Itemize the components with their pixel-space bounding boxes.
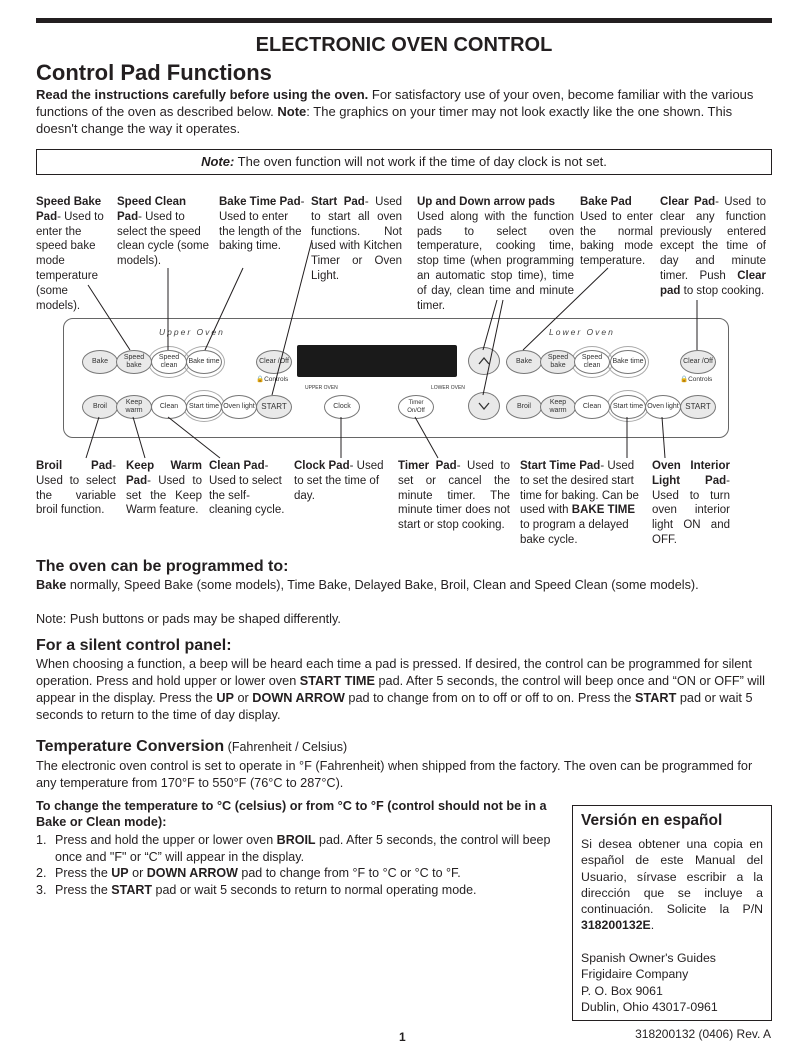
desc-up-down-arrows: Up and Down arrow pads Used along with the function pads to select oven temperature, cooking time, stop time (when programming an automatic stop time), time of day, clean time and minute timer. (417, 196, 574, 312)
temperature-heading: Temperature Conversion (Fahrenheit / Celsius) (36, 738, 348, 755)
upper-oven-label: Upper Oven (159, 327, 225, 337)
desc-broil: Broil Pad- Used to select the variable broil function. (36, 460, 116, 517)
keep-warm-button-upper[interactable]: Keep warm (116, 395, 152, 419)
timer-button[interactable]: Timer On/Off (398, 395, 434, 419)
silent-heading: For a silent control panel: (36, 637, 232, 654)
leader-clean (168, 417, 220, 458)
document-title: ELECTRONIC OVEN CONTROL (255, 34, 553, 56)
programmed-heading: The oven can be programmed to: (36, 558, 289, 575)
leader-keep-warm (133, 417, 145, 458)
desc-clock: Clock Pad- Used to set the time of day. (294, 460, 384, 502)
document-number: 318200132 (0406) Rev. A (635, 1027, 771, 1041)
desc-bake: Bake Pad Used to enter the normal baking mode temperature. (580, 196, 653, 268)
clear-off-button-upper[interactable]: Clear /Off (256, 350, 292, 374)
desc-timer: Timer Pad- Used to set or cancel the minute timer. The minute timer does not start or stop cooking. (398, 460, 510, 532)
desc-oven-light: Oven Interior Light Pad- Used to turn oven interior light ON and OFF. (652, 460, 730, 546)
spanish-address: Spanish Owner's Guides Frigidaire Company P. O. Box 9061 Dublin, Ohio 43017-0961 (581, 951, 718, 1014)
section-title: Control Pad Functions (36, 60, 272, 85)
desc-keep-warm: Keep Warm Pad- Used to set the Keep Warm feature. (126, 460, 202, 517)
start-time-button-upper[interactable]: Start time (186, 395, 222, 419)
start-button-upper[interactable]: START (256, 395, 292, 419)
step-1: 1. Press and hold the upper or lower oven BROIL pad. After 5 seconds, the control will beep once and "F" or “C” will appear in the display. (36, 833, 551, 864)
step-3: 3. Press the START pad or wait 5 seconds to return to normal operating mode. (36, 882, 477, 897)
leader-start (272, 240, 312, 395)
oven-light-button-upper[interactable]: Oven light (221, 395, 257, 419)
lower-oven-label: Lower Oven (549, 327, 615, 337)
leader-bake (523, 268, 608, 350)
desc-start-time: Start Time Pad- Used to set the desired start time for baking. Can be used with BAKE TIME to program a delayed bake cycle. (520, 460, 639, 546)
controls-lock-upper: 🔒Controls (256, 376, 289, 383)
bake-button-upper[interactable]: Bake (82, 350, 118, 374)
spanish-body: Si desea obtener una copia en español de este Manual del Usuario, sírvase escribir a la dirección que se incluye a continuación. Solicite la P/N 318200132E. (581, 837, 763, 933)
leader-oven-light (662, 417, 665, 458)
notice-box: Note: The oven function will not work if the time of day clock is not set. (36, 149, 772, 175)
page-number: 1 (399, 1030, 406, 1044)
desc-clean: Clean Pad- Used to select the self-cleaning cycle. (209, 460, 285, 517)
bake-time-button-lower[interactable]: Bake time (610, 350, 646, 374)
desc-start: Start Pad- Used to start all oven functions. Not used with Kitchen Timer or Oven Light. (311, 196, 402, 282)
leader-timer (415, 417, 438, 458)
speed-clean-button-upper[interactable]: Speed clean (151, 350, 187, 374)
broil-button-lower[interactable]: Broil (506, 395, 542, 419)
lower-display-label: LOWER OVEN (431, 385, 465, 391)
desc-speed-bake: Speed Bake Pad- Used to enter the speed bake mode temperature (some models). (36, 196, 104, 312)
leader-speed-bake (88, 285, 130, 350)
temperature-steps (36, 832, 561, 898)
silent-text: When choosing a function, a beep will be heard each time a pad is pressed. If desired, the control can be programmed for silent operation. Press and hold upper or lower oven START TIME pad. After 5 seconds, the control will beep once and “ON or OFF” will appear in the display. Press the UP or DOWN ARROW pad to change from on to off or off to on. Press the START pad or wait 5 seconds to return to the time of day display. (36, 657, 765, 722)
start-time-button-lower[interactable]: Start time (610, 395, 646, 419)
oven-light-button-lower[interactable]: Oven light (645, 395, 681, 419)
bake-time-button-upper[interactable]: Bake time (186, 350, 222, 374)
leader-arrow-up (483, 300, 497, 350)
broil-button-upper[interactable]: Broil (82, 395, 118, 419)
leader-broil (86, 417, 99, 458)
speed-bake-button-upper[interactable]: Speed bake (116, 350, 152, 374)
keep-warm-button-lower[interactable]: Keep warm (540, 395, 576, 419)
bake-button-lower[interactable]: Bake (506, 350, 542, 374)
start-button-lower[interactable]: START (680, 395, 716, 419)
desc-speed-clean: Speed Clean Pad- Used to select the speed clean cycle (some models). (117, 196, 210, 268)
programmed-text: Bake normally, Speed Bake (some models), Time Bake, Delayed Bake, Broil, Clean and Speed Clean (some models). (36, 578, 699, 592)
spanish-version-box (572, 805, 772, 1021)
leader-bake-time (205, 268, 243, 350)
intro-paragraph: Read the instructions carefully before using the oven. For satisfactory use of your oven, become familiar with the various functions of the oven as described below. Note: The graphics on your timer may not look exactly like the one shown. This doesn't change the way it operates. (36, 87, 754, 136)
clear-off-button-lower[interactable]: Clear /Off (680, 350, 716, 374)
leader-lines (0, 0, 808, 470)
desc-clear: Clear Pad- Used to clear any function previously entered except the time of day and minute timer. Push Clear pad to stop cooking. (660, 196, 766, 297)
controls-lock-lower: 🔒Controls (680, 376, 713, 383)
temperature-subheading: To change the temperature to °C (celsius) or from °C to °F (control should not be in a Bake or Clean mode): (36, 799, 547, 829)
upper-display-label: UPPER OVEN (305, 385, 338, 391)
clock-button[interactable]: Clock (324, 395, 360, 419)
clean-button-upper[interactable]: Clean (151, 395, 187, 419)
step-2: 2. Press the UP or DOWN ARROW pad to change from °F to °C or °C to °F. (36, 866, 461, 880)
pads-note: Note: Push buttons or pads may be shaped differently. (36, 612, 341, 626)
speed-bake-button-lower[interactable]: Speed bake (540, 350, 576, 374)
speed-clean-button-lower[interactable]: Speed clean (574, 350, 610, 374)
clean-button-lower[interactable]: Clean (574, 395, 610, 419)
temperature-text: The electronic oven control is set to operate in °F (Fahrenheit) when shipped from the factory. The oven can be programmed for any temperature from 170°F to 550°F (76°C to 287°C). (36, 759, 753, 790)
spanish-title: Versión en español (581, 812, 723, 829)
desc-bake-time: Bake Time Pad- Used to enter the length of the baking time. (219, 196, 305, 253)
